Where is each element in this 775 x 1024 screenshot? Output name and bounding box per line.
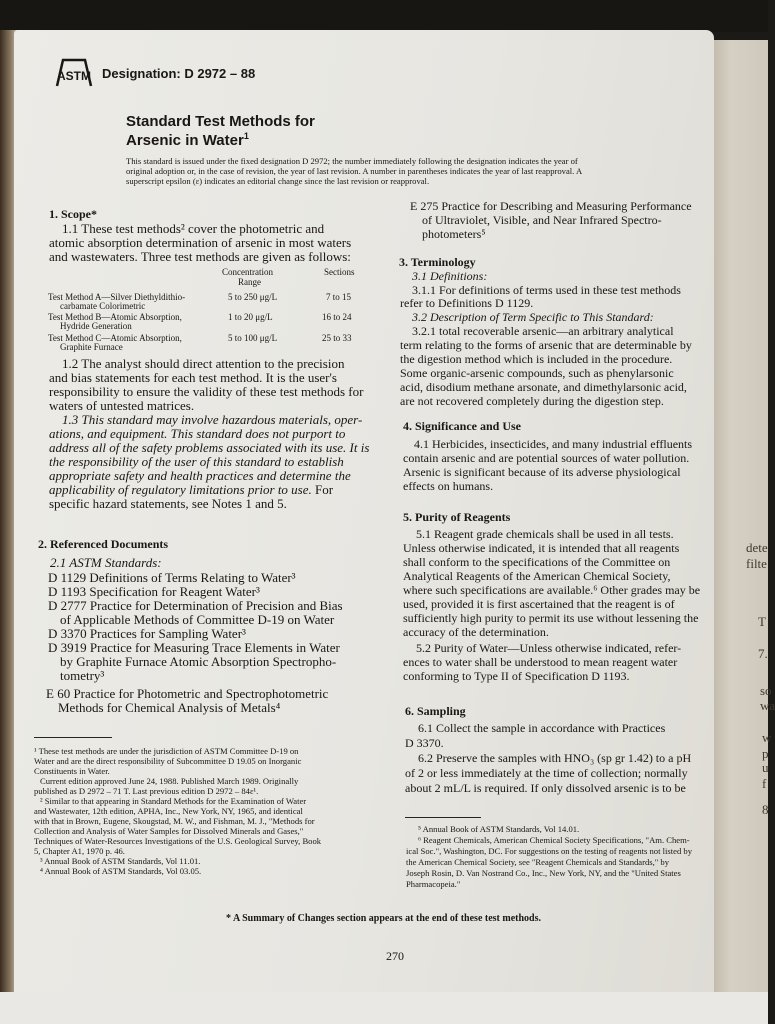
footnote-line: ² Similar to that appearing in Standard Methods for the Examination of Water [40, 796, 307, 806]
body-line: 1.1 These test methods² cover the photometric and [62, 221, 325, 236]
table-header-concentration: Concentration [222, 267, 273, 277]
reference-item: D 1129 Definitions of Terms Relating to Water³ [48, 570, 296, 585]
adjacent-page-text: filte [746, 556, 767, 571]
reference-item: D 2777 Practice for Determination of Precision and Bias [48, 598, 343, 613]
footnote-line: Collection and Analysis of Water Samples for Dissolved Minerals and Gases," [34, 826, 304, 836]
adjacent-page-text: T [758, 614, 766, 629]
table-row-method-c: Graphite Furnace [60, 342, 123, 352]
summary-note: * A Summary of Changes section appears at the end of these test methods. [226, 913, 541, 924]
reference-item: photometers⁵ [422, 227, 486, 241]
table-cell-sections: 7 to 15 [326, 292, 352, 302]
footnote-line: ⁴ Annual Book of ASTM Standards, Vol 03.05. [40, 866, 202, 876]
footnote-line: ⁶ Reagent Chemicals, American Chemical Society Specifications, "Am. Chem- [418, 835, 690, 845]
body-line: and wastewaters. Three test methods are given as follows: [49, 249, 351, 264]
body-line: the digestion method which is included in the procedure. [400, 352, 673, 366]
notice-line: superscript epsilon (ε) indicates an editorial change since the last revision or reapproval. [126, 176, 430, 186]
body-line: waters of untested matrices. [49, 398, 195, 413]
adjacent-page-text: wa [760, 698, 775, 713]
footnote-line: the American Chemical Society, see "Reagent Chemicals and Standards," by [406, 857, 670, 867]
body-line: 3.2.1 total recoverable arsenic—an arbitrary analytical [412, 324, 674, 338]
table-cell-sections: 25 to 33 [322, 333, 352, 343]
footnote-line: Joseph Rosin, D. Van Nostrand Co., Inc., New York, NY, and the "United States [406, 868, 681, 878]
body-line [49, 483, 333, 496]
section-heading-sampling: 6. Sampling [405, 704, 466, 718]
body-line-italic: address all of the safety problems associated with its use. It is [49, 440, 370, 455]
reference-item: of Applicable Methods of Committee D-19 on Water [60, 612, 335, 627]
body-line: Analytical Reagents of the American Chemical Society, [403, 569, 671, 583]
notice-line: original adoption or, in the case of revision, the year of last revision. A number in parentheses indicates the year of last reapproval. A [126, 166, 583, 176]
footnote-line: Constituents in Water. [34, 766, 110, 776]
body-line: ences to water shall be understood to mean reagent water [403, 655, 678, 669]
reference-item: D 3370 Practices for Sampling Water³ [48, 626, 246, 641]
footnote-line: and Wastewater, 12th edition, APHA, Inc., New York, NY, 1965, and identical [34, 806, 303, 816]
table-row-method-b: Test Method B—Atomic Absorption, [48, 312, 182, 322]
body-line-italic: 1.3 This standard may involve hazardous materials, oper- [62, 412, 363, 427]
reference-item: E 275 Practice for Describing and Measuring Performance [410, 199, 692, 213]
subsection-heading: 3.2 Description of Term Specific to This Standard: [412, 310, 654, 324]
body-line: 6.2 Preserve the samples with HNO₃ (sp gr 1.42) to a pH [418, 751, 692, 765]
body-line: 4.1 Herbicides, insecticides, and many industrial effluents [414, 437, 693, 451]
title-line-1: Standard Test Methods for [126, 113, 315, 130]
section-heading-purity: 5. Purity of Reagents [403, 510, 511, 524]
body-line: 6.1 Collect the sample in accordance with Practices [418, 721, 666, 735]
table-cell-range: 5 to 250 μg/L [228, 292, 278, 302]
body-line: are not recovered completely during the digestion step. [400, 394, 664, 408]
body-line: atomic absorption determination of arsenic in most waters [49, 235, 352, 250]
body-line: of 2 or less immediately at the time of collection; normally [405, 766, 688, 780]
body-line: used, provided it is first ascertained that the reagent is of [403, 597, 675, 611]
page-title [126, 132, 249, 148]
body-line: specific hazard statements, see Notes 1 and 5. [49, 496, 287, 511]
body-line: refer to Definitions D 1129. [400, 296, 534, 310]
body-line: Some organic-arsenic compounds, such as phenylarsonic [400, 366, 674, 380]
table-cell-range: 5 to 100 μg/L [228, 333, 278, 343]
table-header-range: Range [238, 277, 261, 287]
body-line: 1.2 The analyst should direct attention to the precision [62, 356, 345, 371]
reference-item: D 3919 Practice for Measuring Trace Elements in Water [48, 640, 340, 655]
footnote-line: ical Soc.", Washington, DC. For suggestions on the testing of reagents not listed by [406, 846, 692, 856]
body-line-italic: ations, and equipment. This standard does not purport to [49, 426, 346, 441]
notice-line: This standard is issued under the fixed designation D 2972; the number immediately following the designation indicates the year of [126, 156, 578, 166]
reference-item: D 1193 Specification for Reagent Water³ [48, 584, 260, 599]
body-line-italic: appropriate safety and health practices and determine the [49, 468, 351, 483]
subsection-heading: 3.1 Definitions: [412, 269, 488, 283]
footnote-line: published as D 2972 – 71 T. Last previous edition D 2972 – 84ε¹. [34, 786, 259, 796]
adjacent-page-text: so [760, 683, 772, 698]
body-line: D 3370. [405, 736, 444, 750]
footnote-line: Current edition approved June 24, 1988. Published March 1989. Originally [40, 776, 299, 786]
table-row-method-b: Hydride Generation [60, 321, 132, 331]
body-line: acid, disodium methane arsonate, and dimethylarsonic acid, [400, 380, 687, 394]
adjacent-page-text: p [762, 746, 769, 761]
background-bottom [0, 992, 768, 1024]
footnote-line: Techniques of Water-Resources Investigations of the U.S. Geological Survey, Book [34, 836, 322, 846]
body-line: sufficiently high purity to permit its use without lessening the [403, 611, 699, 625]
body-line: 3.1.1 For definitions of terms used in these test methods [412, 283, 681, 297]
page-number: 270 [386, 949, 404, 963]
background-top [0, 0, 768, 32]
body-line-italic: the responsibility of the user of this standard to establish [49, 454, 344, 469]
reference-item: by Graphite Furnace Atomic Absorption Spectropho- [60, 654, 337, 669]
footnote-line: Water and are the direct responsibility of Subcommittee D 19.05 on Inorganic [34, 756, 302, 766]
adjacent-page-text: u [762, 760, 769, 775]
subsection-heading: 2.1 ASTM Standards: [50, 555, 162, 570]
table-cell-range: 1 to 20 μg/L [228, 312, 273, 322]
title-footnote-mark: 1 [243, 131, 249, 141]
reference-item: E 60 Practice for Photometric and Spectrophotometric [46, 686, 329, 701]
body-line: Arsenic is significant because of its adverse physiological [403, 465, 681, 479]
footnote-line: with that in Brown, Eugene, Skougstad, M. W., and Fishman, M. J., "Methods for [34, 816, 315, 826]
footnote-rule [405, 817, 481, 818]
reference-item: of Ultraviolet, Visible, and Near Infrared Spectro- [422, 213, 662, 227]
body-line: where such specifications are available.⁶ Other grades may be [403, 583, 701, 597]
title-line-2: Arsenic in Water [126, 132, 244, 149]
astm-logo-icon [54, 56, 94, 90]
body-line: Unless otherwise indicated, it is intended that all reagents [403, 541, 680, 555]
footnote-line: 5, Chapter A1, 1970 p. 46. [34, 846, 125, 856]
section-heading-referenced-documents: 2. Referenced Documents [38, 537, 169, 551]
body-line: 5.2 Purity of Water—Unless otherwise indicated, refer- [416, 641, 682, 655]
reference-item: tometry³ [60, 668, 105, 683]
italic-run: applicability of regulatory limitations prior to use. [49, 482, 312, 497]
adjacent-page [706, 40, 775, 992]
body-line: 5.1 Reagent grade chemicals shall be used in all tests. [416, 527, 674, 541]
section-heading-terminology: 3. Terminology [399, 255, 476, 269]
body-line: and bias statements for each test method. It is the user's [49, 370, 337, 385]
body-line: accuracy of the determination. [403, 625, 549, 639]
table-row-method-a: carbamate Colorimetric [60, 301, 146, 311]
table-row-method-c: Test Method C—Atomic Absorption, [48, 333, 182, 343]
body-line: about 2 mL/L is required. If only dissolved arsenic is to be [405, 781, 686, 795]
adjacent-page-text: w [762, 730, 772, 745]
designation: Designation: D 2972 – 88 [102, 66, 256, 81]
adjacent-page-text: f [762, 776, 767, 791]
footnote-line: Pharmacopeia." [406, 879, 461, 889]
body-line: responsibility to ensure the validity of these test methods for [49, 384, 364, 399]
footnote-rule [34, 737, 112, 738]
body-line: conforming to Type II of Specification D 1193. [403, 669, 630, 683]
table-row-method-a: Test Method A—Silver Diethyldithio- [48, 292, 186, 302]
footnote-line: ⁵ Annual Book of ASTM Standards, Vol 14.01. [418, 824, 580, 834]
table-header-sections: Sections [324, 267, 355, 277]
footnote-line: ¹ These test methods are under the jurisdiction of ASTM Committee D-19 on [34, 746, 299, 756]
section-heading-significance: 4. Significance and Use [403, 419, 522, 433]
body-line: contain arsenic and are potential sources of water pollution. [403, 451, 690, 465]
reference-item: Methods for Chemical Analysis of Metals⁴ [58, 700, 281, 715]
body-line: shall conform to the specifications of the Committee on [403, 555, 671, 569]
body-line: term relating to the forms of arsenic that are determinable by [400, 338, 692, 352]
table-cell-sections: 16 to 24 [322, 312, 352, 322]
adjacent-page-text: 7. [758, 646, 768, 661]
adjacent-page-text: dete [746, 540, 768, 555]
footnote-line: ³ Annual Book of ASTM Standards, Vol 11.01. [40, 856, 201, 866]
logo-text: ASTM [57, 69, 91, 83]
body-run: For [315, 482, 334, 497]
section-heading-scope: 1. Scope* [49, 207, 97, 221]
adjacent-page-text: 8 [762, 802, 769, 817]
body-line: effects on humans. [403, 479, 494, 493]
